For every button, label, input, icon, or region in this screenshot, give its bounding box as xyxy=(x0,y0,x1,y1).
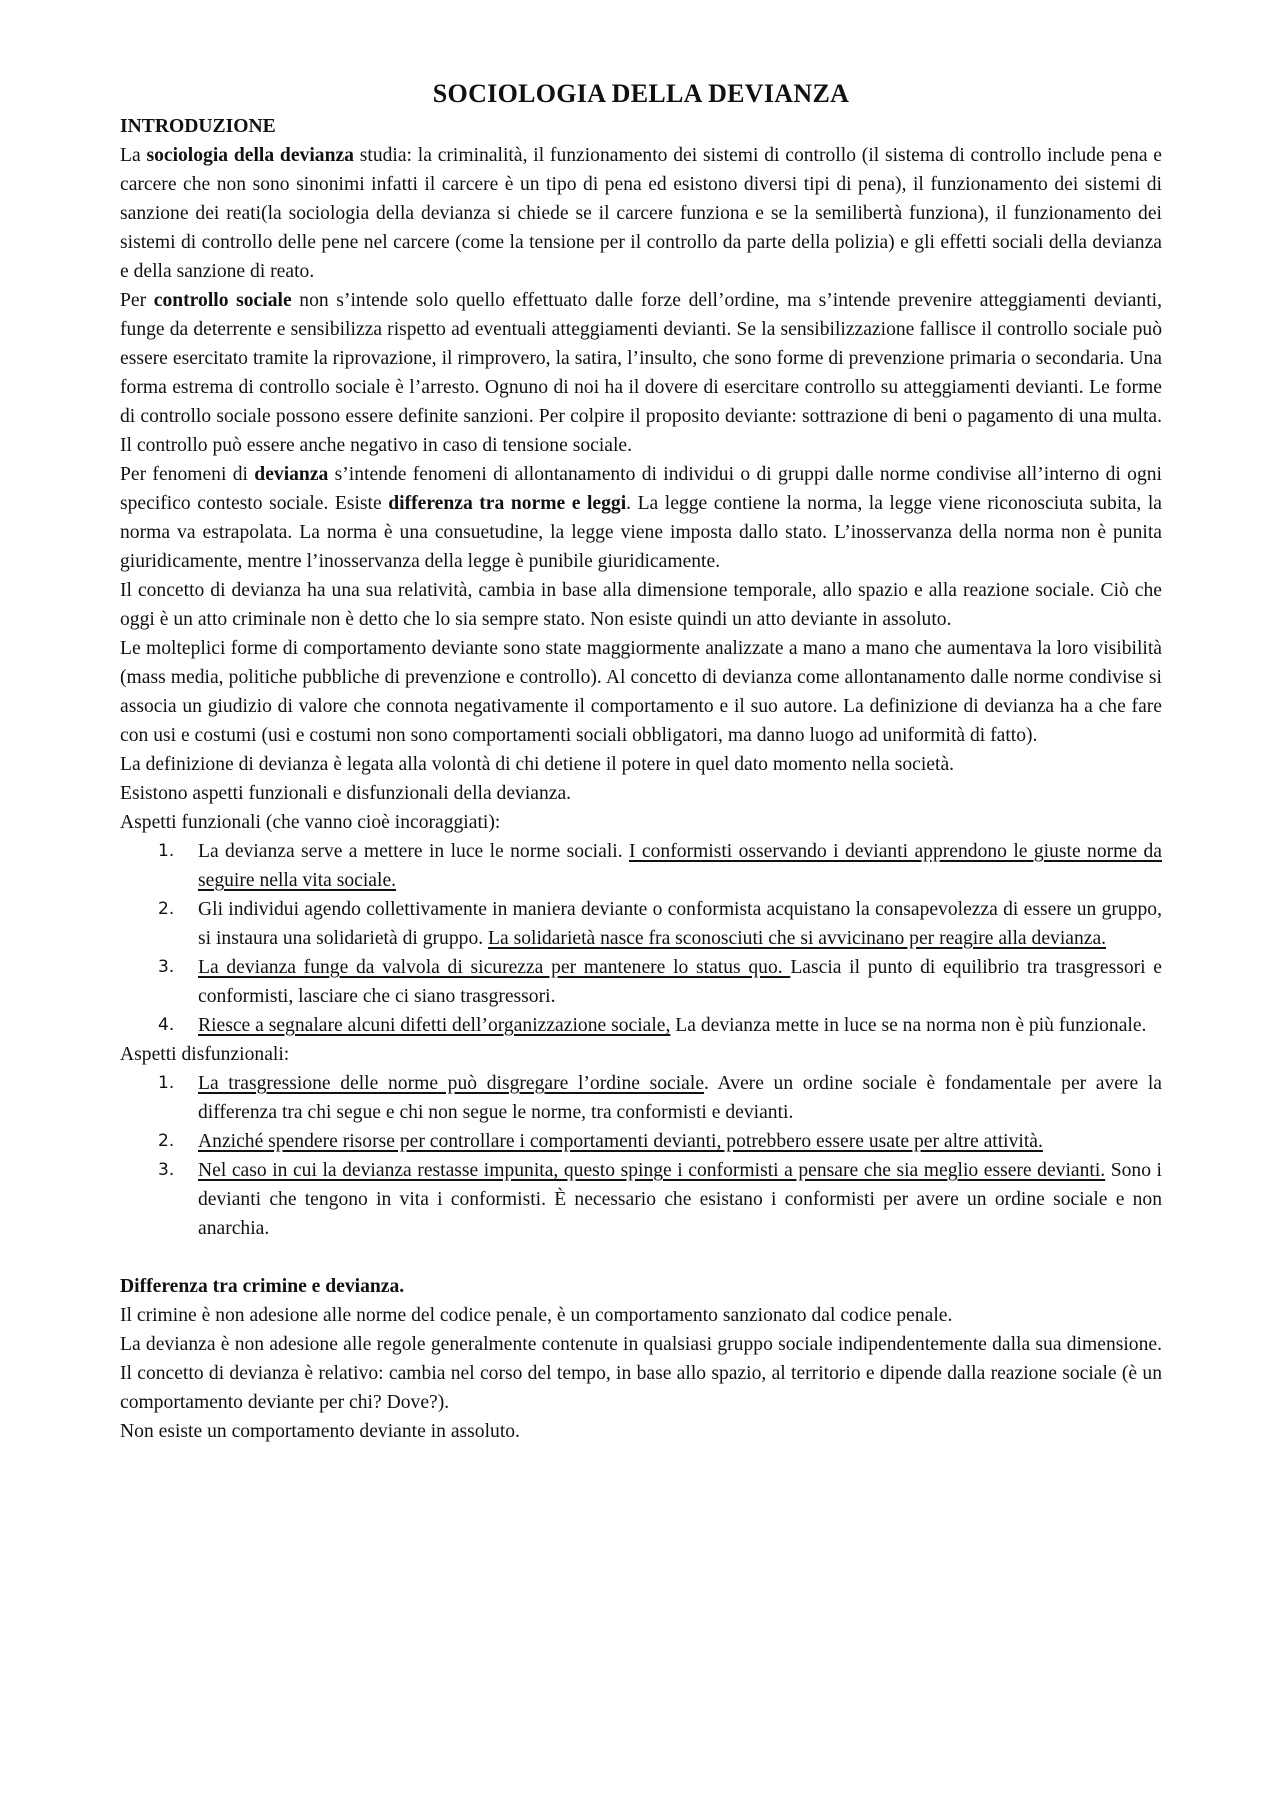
paragraph-crimine: Il crimine è non adesione alle norme del codice penale, è un comportamento sanzionato dal codice penale. xyxy=(120,1305,953,1326)
list-item: 1. La trasgressione delle norme può disgregare l’ordine sociale. Avere un ordine sociale è fondamentale per avere la differenza tra chi segue e chi non segue le norme, tra conformisti e devianti. xyxy=(158,1073,1163,1123)
term-differenza-norme-leggi: differenza tra norme e leggi xyxy=(388,493,627,514)
term-devianza: devianza xyxy=(254,464,329,485)
document-body xyxy=(120,78,1162,1446)
list-item: 2. Anziché spendere risorse per controllare i comportamenti devianti, potrebbero essere usate per altre attività. xyxy=(158,1131,1043,1152)
functional-list xyxy=(120,837,1162,1040)
paragraph-controllo-sociale: Per controllo sociale non s’intende solo quello effettuato dalle forze dell’ordine, ma s’intende prevenire atteggiamenti devianti, funge da deterrente e sensibilizza rispetto ad eventuali atteggiamenti devianti. Se la sensibilizzazione fallisce il controllo sociale può essere esercitato tramite la riprovazione, il rimprovero, la satira, l’insulto, che sono forme di prevenzione primaria o secondaria. Una forma estrema di controllo sociale è l’arresto. Ognuno di noi ha il dovere di esercitare controllo su atteggiamenti devianti. Le forme di controllo sociale possono essere definite sanzioni. Per colpire il proposito deviante: sottrazione di beni o pagamento di una multa. Il controllo può essere anche negativo in caso di tensione sociale. xyxy=(120,290,1162,456)
dysfunctional-heading: Aspetti disfunzionali: xyxy=(120,1044,290,1065)
intro-heading: INTRODUZIONE xyxy=(120,116,276,137)
paragraph-devianza: Per fenomeni di devianza s’intende fenomeni di allontanamento di individui o di gruppi dalle norme condivise all’interno di ogni specifico contesto sociale. Esiste differenza tra norme e leggi. La legge contiene la norma, la legge viene riconosciuta subita, la norma va estrapolata. La norma è una consuetudine, la legge viene imposta dallo stato. L’inosservanza della norma non è punita giuridicamente, mentre l’inosservanza della legge è punibile giuridicamente. xyxy=(120,464,1162,572)
paragraph-potere: La definizione di devianza è legata alla volontà di chi detiene il potere in quel dato momento nella società. xyxy=(120,754,955,775)
paragraph-visibilita: Le molteplici forme di comportamento deviante sono state maggiormente analizzate a mano a mano che aumentava la loro visibilità (mass media, politiche pubbliche di prevenzione e controllo). Al concetto di devianza come allontanamento dalle norme condivise si associa un giudizio di valore che connota negativamente il comportamento e il suo autore. La definizione di devianza ha a che fare con usi e costumi (usi e costumi non sono comportamenti sociali obbligatori, ma danno luogo ad uniformità di fatto). xyxy=(120,638,1162,746)
paragraph-sociologia: La sociologia della devianza studia: la criminalità, il funzionamento dei sistemi di controllo (il sistema di controllo include pena e carcere che non sono sinonimi infatti il carcere è un tipo di pena ed esistono diversi tipi di pena), il funzionamento dei sistemi di sanzione dei reati(la sociologia della devianza si chiede se il carcere funziona e se la semilibertà funziona), il funzionamento dei sistemi di controllo delle pene nel carcere (come la tensione per il controllo da parte della polizia) e gli effetti sociali della devianza e della sanzione di reato. xyxy=(120,145,1163,282)
dysfunctional-list xyxy=(120,1069,1162,1243)
list-item: 3. La devianza funge da valvola di sicurezza per mantenere lo status quo. Lascia il punto di equilibrio tra trasgressori e conformisti, lasciare che ci siano trasgressori. xyxy=(158,957,1162,1007)
term-controllo-sociale: controllo sociale xyxy=(153,290,292,311)
term-sociologia-devianza: sociologia della devianza xyxy=(146,145,354,166)
functional-heading: Aspetti funzionali (che vanno cioè incoraggiati): xyxy=(120,812,501,833)
list-item: 3. Nel caso in cui la devianza restasse impunita, questo spinge i conformisti a pensare che sia meglio essere devianti. Sono i devianti che tengono in vita i conformisti. È necessario che esistano i conformisti per avere un ordine sociale e non anarchia. xyxy=(158,1160,1162,1239)
document-title: SOCIOLOGIA DELLA DEVIANZA xyxy=(432,79,850,108)
paragraph-devianza-relativa: La devianza è non adesione alle regole generalmente contenute in qualsiasi gruppo sociale indipendentemente dalla sua dimensione. Il concetto di devianza è relativo: cambia nel corso del tempo, in base allo spazio, al territorio e dipende dalla reazione sociale (è un comportamento deviante per chi? Dove?). xyxy=(120,1334,1162,1413)
list-item: 1. La devianza serve a mettere in luce le norme sociali. I conformisti osservando i devianti apprendono le giuste norme da seguire nella vita sociale. xyxy=(158,841,1162,891)
paragraph-aspetti: Esistono aspetti funzionali e disfunzionali della devianza. xyxy=(120,783,572,804)
spacer xyxy=(120,1243,1162,1272)
list-item: 4. Riesce a segnalare alcuni difetti dell’organizzazione sociale, La devianza mette in luce se na norma non è più funzionale. xyxy=(158,1015,1147,1036)
list-item: 2. Gli individui agendo collettivamente in maniera deviante o conformista acquistano la consapevolezza di essere un gruppo, si instaura una solidarietà di gruppo. La solidarietà nasce fra sconosciuti che si avvicinano per reagire alla devianza. xyxy=(158,899,1162,949)
paragraph-conclusione: Non esiste un comportamento deviante in assoluto. xyxy=(120,1421,520,1442)
difference-heading: Differenza tra crimine e devianza. xyxy=(120,1276,405,1297)
paragraph-relativita: Il concetto di devianza ha una sua relatività, cambia in base alla dimensione temporale, allo spazio e alla reazione sociale. Ciò che oggi è un atto criminale non è detto che lo sia sempre stato. Non esiste quindi un atto deviante in assoluto. xyxy=(120,580,1162,630)
